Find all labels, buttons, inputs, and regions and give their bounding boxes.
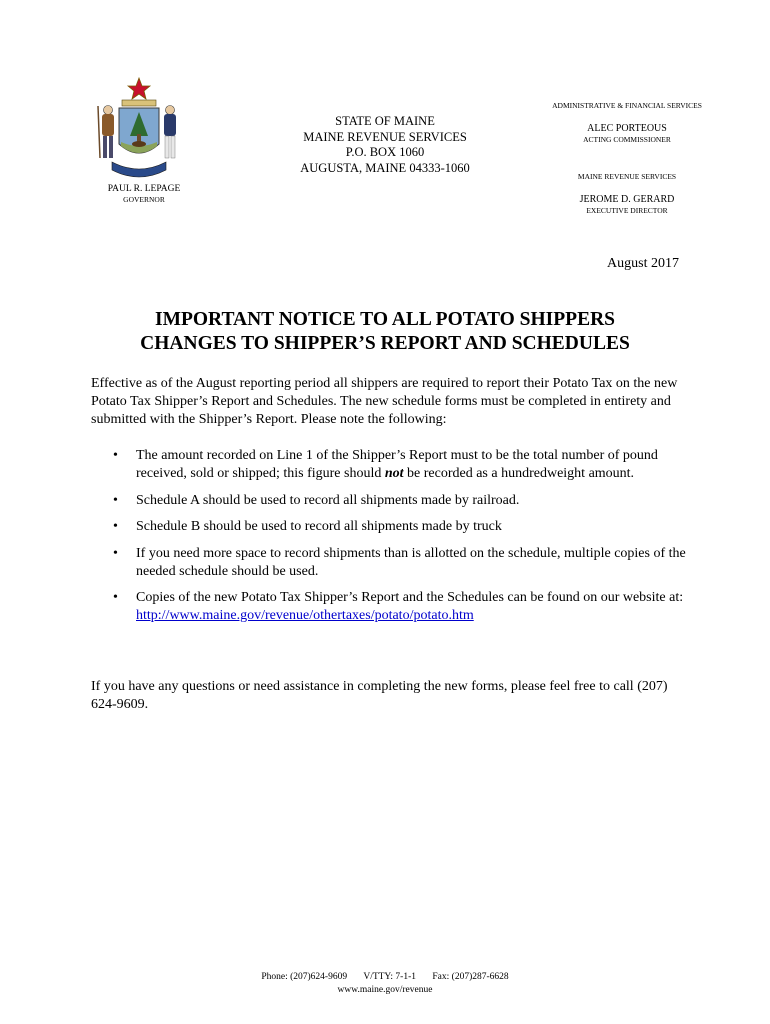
footer-website: www.maine.gov/revenue	[337, 984, 433, 995]
address-line-4: AUGUSTA, MAINE 04333-1060	[300, 160, 470, 175]
bullet-icon: •	[113, 590, 118, 606]
bullet-1-emphasis: not	[384, 466, 404, 481]
address-line-1: STATE OF MAINE	[335, 114, 435, 128]
notice-date: August 2017	[607, 256, 679, 271]
state-seal-icon	[92, 76, 186, 186]
bullet-4-text: If you need more space to record shipments than is allotted on the schedule, multiple copies of the needed schedule should be used.	[136, 545, 686, 579]
dept-admin-services: ADMINISTRATIVE & FINANCIAL SERVICES	[552, 101, 702, 110]
closing-paragraph: If you have any questions or need assistance in completing the new forms, please feel free to call (207) 624-9609.	[91, 679, 668, 712]
potato-tax-website-link[interactable]: http://www.maine.gov/revenue/othertaxes/potato/potato.htm	[136, 608, 474, 624]
director-title: EXECUTIVE DIRECTOR	[586, 206, 668, 215]
commissioner-title: ACTING COMMISSIONER	[583, 135, 671, 144]
bullet-icon: •	[113, 519, 118, 535]
bullet-icon: •	[113, 545, 118, 561]
footer-tty: V/TTY: 7-1-1	[363, 972, 417, 982]
governor-name: PAUL R. LEPAGE	[107, 184, 181, 194]
intro-paragraph: Effective as of the August reporting period all shippers are required to report their Potato Tax on the new Potato Tax Shipper’s Report and Schedules. The new schedule forms must be completed in entirety and submitted with the Shipper’s Report. Please note the following:	[91, 376, 678, 427]
footer-phone: Phone: (207)624-9609	[261, 972, 348, 982]
governor-title: GOVERNOR	[123, 195, 165, 204]
list-item	[112, 492, 687, 510]
bullet-icon: •	[113, 448, 118, 463]
director-name: JEROME D. GERARD	[579, 194, 675, 205]
bullet-3-text: Schedule B should be used to record all shipments made by truck	[136, 519, 502, 535]
bullet-2-text: Schedule A should be used to record all shipments made by railroad.	[136, 492, 520, 508]
list-item	[112, 589, 687, 625]
title-line-1: IMPORTANT NOTICE TO ALL POTATO SHIPPERS	[154, 309, 616, 330]
page-footer	[0, 971, 770, 996]
footer-fax: Fax: (207)287-6628	[432, 972, 509, 982]
mailing-address	[270, 114, 500, 176]
dept-revenue-services: MAINE REVENUE SERVICES	[577, 172, 677, 181]
bullet-5-text: Copies of the new Potato Tax Shipper’s Report and the Schedules can be found on our website at:	[136, 590, 684, 606]
notice-bullet-list	[112, 447, 687, 634]
bullet-icon: •	[113, 492, 118, 508]
title-line-2: CHANGES TO SHIPPER’S REPORT AND SCHEDULES	[140, 333, 630, 354]
list-item	[112, 518, 687, 536]
list-item	[112, 545, 687, 581]
address-line-3: P.O. BOX 1060	[345, 145, 425, 159]
bullet-1-text-a: The amount recorded on Line 1 of the Shipper’s Report must to be the total number of pound received, sold or shipped; this figure should	[136, 448, 658, 481]
commissioner-name: ALEC PORTEOUS	[587, 123, 667, 134]
bullet-1-text-b: be recorded as a hundredweight amount.	[403, 466, 635, 481]
notice-title	[60, 308, 710, 356]
address-line-2: MAINE REVENUE SERVICES	[303, 129, 467, 144]
list-item	[112, 447, 687, 483]
